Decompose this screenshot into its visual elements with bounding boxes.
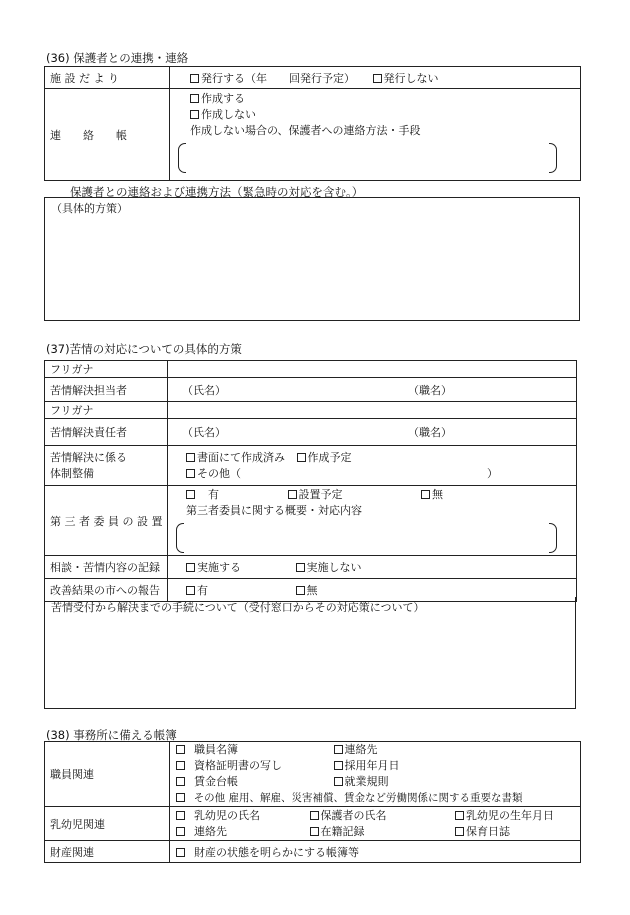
checkbox-icon	[334, 777, 343, 786]
property-label: 財産関連	[45, 841, 170, 863]
staff-label: 職員関連	[45, 742, 170, 807]
newsletter-issue-label: 発行する（年 回発行予定）	[201, 71, 355, 85]
procedure-label: 苦情受付から解決までの手続について（受付窓口からその対応策について）	[51, 601, 425, 614]
newsletter-none-label: 発行しない	[383, 71, 439, 85]
system-other-close: ）	[487, 466, 498, 480]
staff-item-label: 就業規則	[344, 775, 389, 788]
newsletter-issue-checkbox[interactable]	[190, 72, 355, 85]
checkbox-icon	[186, 453, 195, 462]
checkbox-icon	[190, 94, 199, 103]
system-other-checkbox[interactable]	[186, 466, 571, 482]
record-no-checkbox[interactable]	[296, 561, 362, 574]
staff-item-rules[interactable]	[334, 775, 389, 788]
checkbox-icon	[176, 827, 185, 836]
checkbox-icon	[186, 563, 195, 572]
third-party-details-field[interactable]	[176, 523, 557, 553]
checkbox-icon	[310, 811, 319, 820]
contact-method-heading: 保護者との連絡および連携方法（緊急時の対応を含む。）	[70, 185, 364, 199]
infant-item-label: 保護者の氏名	[320, 808, 387, 822]
newsletter-label: 施 設 だ よ り	[45, 67, 170, 89]
contact-book-nocreate-checkbox[interactable]	[190, 107, 575, 123]
infant-item-label: 保育日誌	[466, 824, 510, 838]
report-no-label: 無	[306, 584, 318, 597]
third-party-yes-label: 有	[197, 488, 219, 501]
property-item-ledger[interactable]	[176, 846, 359, 859]
system-plan-label: 作成予定	[307, 450, 352, 464]
checkbox-icon	[296, 586, 305, 595]
infant-item-label: 乳幼児の氏名	[194, 808, 260, 822]
third-party-no-checkbox[interactable]	[421, 488, 443, 501]
checkbox-icon	[176, 793, 185, 802]
checkbox-icon	[296, 563, 305, 572]
officer-field[interactable]	[168, 378, 577, 402]
contact-method-field[interactable]	[178, 143, 557, 173]
procedure-box[interactable]	[44, 597, 576, 709]
report-label: 改善結果の市への報告	[45, 579, 168, 602]
infant-item-label: 乳幼児の生年月日	[466, 808, 554, 822]
section-36-heading: (36) 保護者との連携・連絡	[46, 51, 189, 65]
checkbox-icon	[373, 74, 382, 83]
contact-book-create-label: 作成する	[201, 92, 245, 105]
staff-item-hire-date[interactable]	[334, 759, 400, 772]
checkbox-icon	[186, 586, 195, 595]
report-yes-label: 有	[197, 584, 208, 597]
infant-item-contact[interactable]	[176, 824, 306, 840]
infant-item-guardian[interactable]	[310, 808, 452, 824]
checkbox-icon	[176, 848, 185, 857]
report-yes-checkbox[interactable]	[186, 582, 292, 598]
infant-item-enrollment[interactable]	[310, 824, 452, 840]
contact-method-box[interactable]	[44, 197, 580, 321]
responsible-field[interactable]	[168, 419, 577, 446]
officer-position-label: （職名）	[408, 383, 452, 397]
system-done-label: 書面にて作成済み	[197, 450, 285, 464]
officer-label: 苦情解決担当者	[45, 378, 168, 402]
infant-item-name[interactable]	[176, 808, 306, 824]
third-party-plan-checkbox[interactable]	[288, 487, 418, 503]
third-party-note: 第三者委員に関する概要・対応内容	[186, 504, 362, 517]
infant-item-label: 連絡先	[194, 824, 227, 838]
infant-item-label: 在籍記録	[320, 824, 365, 838]
record-label: 相談・苦情内容の記録	[45, 556, 168, 579]
third-party-no-label: 無	[432, 488, 443, 501]
system-done-checkbox[interactable]	[186, 451, 285, 464]
system-label-1: 苦情解決に係る	[50, 450, 127, 464]
responsible-label: 苦情解決責任者	[45, 419, 168, 446]
staff-item-label: その他 雇用、解雇、災害補償、賃金など労働関係に関する重要な書類	[193, 792, 523, 804]
infant-item-birthdate[interactable]	[455, 809, 554, 822]
infant-item-diary[interactable]	[455, 825, 510, 838]
responsible-furigana-field[interactable]	[168, 402, 577, 419]
staff-item-qualification[interactable]	[176, 758, 330, 774]
staff-item-wage-ledger[interactable]	[176, 774, 330, 790]
contact-book-label: 連 絡 帳	[45, 89, 170, 181]
system-plan-checkbox[interactable]	[297, 451, 352, 464]
report-no-checkbox[interactable]	[296, 584, 318, 597]
officer-name-label: （氏名）	[182, 383, 226, 397]
checkbox-icon	[310, 827, 319, 836]
checkbox-icon	[297, 453, 306, 462]
third-party-yes-checkbox[interactable]	[186, 487, 284, 503]
third-party-plan-label: 設置予定	[298, 488, 343, 501]
staff-item-roster[interactable]	[176, 742, 330, 758]
staff-item-label: 賃金台帳	[194, 775, 238, 788]
checkbox-icon	[176, 745, 185, 754]
checkbox-icon	[190, 110, 199, 119]
complaint-table	[44, 360, 577, 602]
newsletter-none-checkbox[interactable]	[373, 72, 439, 85]
responsible-name-label: （氏名）	[182, 426, 226, 439]
checkbox-icon	[176, 811, 185, 820]
officer-furigana-field[interactable]	[168, 361, 577, 378]
checkbox-icon	[288, 490, 297, 499]
property-item-label: 財産の状態を明らかにする帳簿等	[194, 845, 359, 859]
staff-item-label: 採用年月日	[344, 759, 400, 772]
checkbox-icon	[176, 777, 185, 786]
furigana-label-1: フリガナ	[45, 361, 168, 378]
record-yes-checkbox[interactable]	[186, 559, 292, 575]
contact-table	[44, 66, 581, 181]
contact-book-note: 作成しない場合の、保護者への連絡方法・手段	[190, 124, 421, 137]
ledger-table	[44, 741, 581, 863]
staff-item-label: 資格証明書の写し	[194, 759, 282, 772]
staff-item-label: 連絡先	[344, 743, 378, 756]
infant-label: 乳幼児関連	[45, 807, 170, 841]
section-37-heading: (37)苦情の対応についての具体的方策	[46, 342, 242, 356]
checkbox-icon	[455, 827, 464, 836]
checkbox-icon	[186, 490, 195, 499]
checkbox-icon	[176, 761, 185, 770]
staff-item-contact[interactable]	[334, 743, 378, 756]
record-no-label: 実施しない	[306, 561, 362, 574]
checkbox-icon	[455, 811, 464, 820]
system-other-label: その他（	[197, 466, 241, 480]
checkbox-icon	[334, 745, 343, 754]
staff-item-label: 職員名簿	[194, 743, 238, 756]
contact-method-box-label: （具体的方策）	[51, 202, 128, 215]
checkbox-icon	[186, 469, 195, 478]
furigana-label-2: フリガナ	[45, 402, 168, 419]
staff-item-other[interactable]	[176, 790, 575, 806]
checkbox-icon	[334, 761, 343, 770]
contact-book-create-checkbox[interactable]	[190, 91, 575, 107]
section-38-heading: (38) 事務所に備える帳簿	[46, 728, 177, 742]
checkbox-icon	[421, 490, 430, 499]
checkbox-icon	[190, 74, 199, 83]
record-yes-label: 実施する	[197, 561, 241, 574]
contact-book-nocreate-label: 作成しない	[201, 108, 256, 121]
responsible-position-label: （職名）	[408, 426, 452, 439]
third-party-label: 第 三 者 委 員 の 設 置	[45, 486, 168, 556]
system-label-2: 体制整備	[50, 466, 94, 480]
